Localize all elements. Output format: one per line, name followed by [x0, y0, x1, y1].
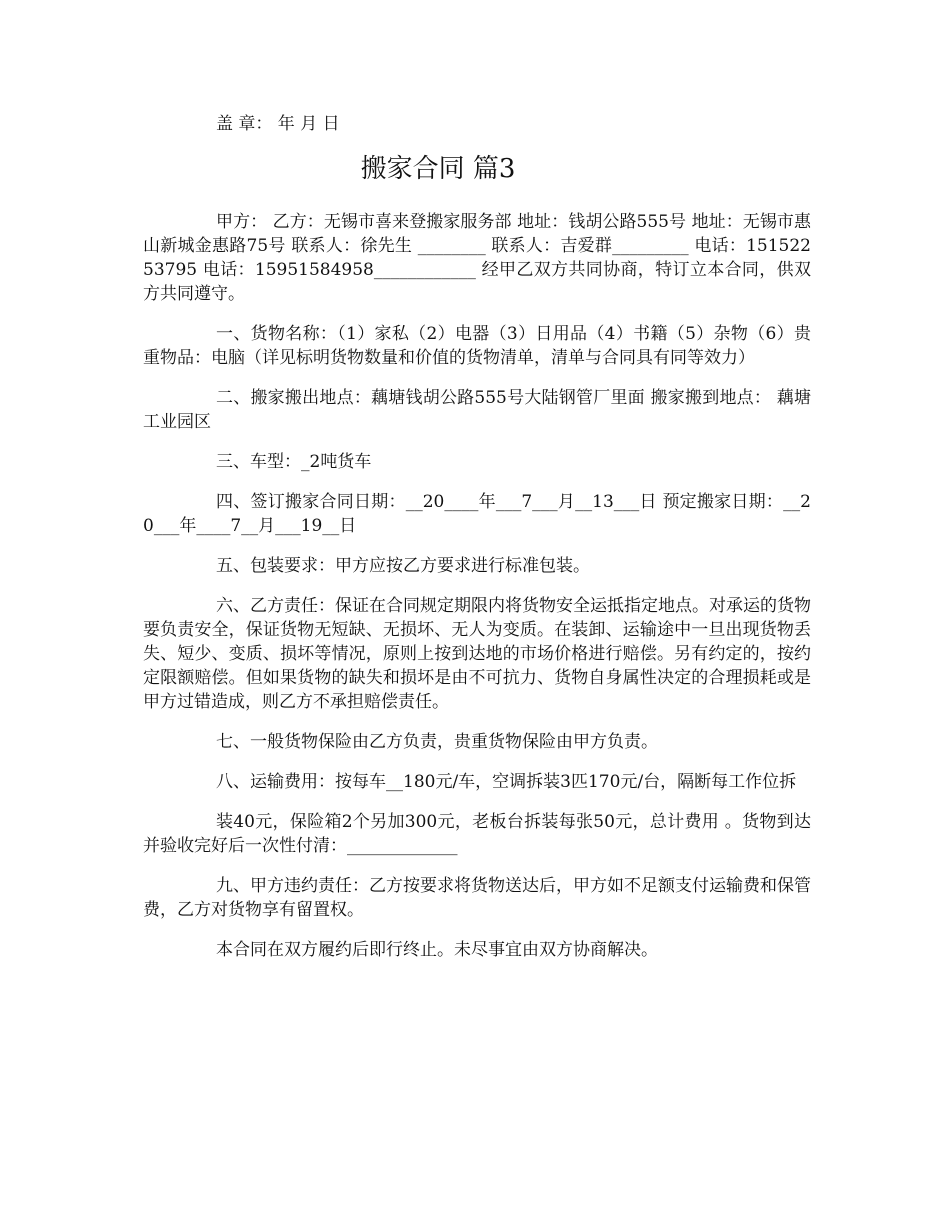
- party-b-liability-clause: 六、乙方责任：保证在合同规定期限内将货物安全运抵指定地点。对承运的货物要负责安全，保证货物无短缺、无损坏、无人为变质。在装卸、运输途中一旦出现货物丢失、短少、变质、损坏等情况，原则上按到达地的市场价格进行赔偿。另有约定的，按约定限额赔偿。但如果货物的缺失和损坏是由不可抗力、货物自身属性决定的合理损耗或是甲方过错造成，则乙方不承担赔偿责任。: [143, 596, 811, 712]
- packaging-clause: 五、包装要求：甲方应按乙方要求进行标准包装。: [216, 556, 590, 576]
- vehicle-type-clause: 三、车型：_2吨货车: [216, 452, 372, 472]
- seal-date-line: 盖 章： 年 月 日: [216, 114, 340, 134]
- transport-fee-continued: 装40元，保险箱2个另加300元，老板台拆装每张50元，总计费用 。货物到达并验收完好后一次性付清：_____________: [143, 812, 811, 856]
- page-title: 搬家合同 篇3: [360, 154, 516, 184]
- moving-locations-clause: 二、搬家搬出地点：藕塘钱胡公路555号大陆钢管厂里面 搬家搬到地点： 藕塘工业园区: [143, 388, 811, 432]
- insurance-clause: 七、一般货物保险由乙方负责，贵重货物保险由甲方负责。: [216, 732, 658, 752]
- parties-paragraph: 甲方： 乙方：无锡市喜来登搬家服务部 地址：钱胡公路555号 地址：无锡市惠山新城金惠路75号 联系人：徐先生 ________ 联系人：吉爱群_________ 电话：15152253795 电话：15951584958____________ 经甲乙双方共同协商，特订立本合同，供双方共同遵守。: [143, 212, 811, 304]
- contract-body: [143, 210, 811, 978]
- goods-name-clause: 一、货物名称：（1）家私（2）电器（3）日用品（4）书籍（5）杂物（6）贵重物品：电脑（详见标明货物数量和价值的货物清单，清单与合同具有同等效力）: [143, 324, 811, 368]
- contract-dates-clause: 四、签订搬家合同日期：__20____年___7___月__13___日 预定搬家日期：__20___年____7__月___19__日: [143, 492, 811, 536]
- party-a-breach-clause: 九、甲方违约责任：乙方按要求将货物送达后，甲方如不足额支付运输费和保管费，乙方对货物享有留置权。: [143, 876, 811, 920]
- termination-clause: 本合同在双方履约后即行终止。未尽事宜由双方协商解决。: [216, 940, 658, 960]
- transport-fee-clause: 八、运输费用：按每车__180元/车，空调拆装3匹170元/台，隔断每工作位拆: [216, 772, 797, 792]
